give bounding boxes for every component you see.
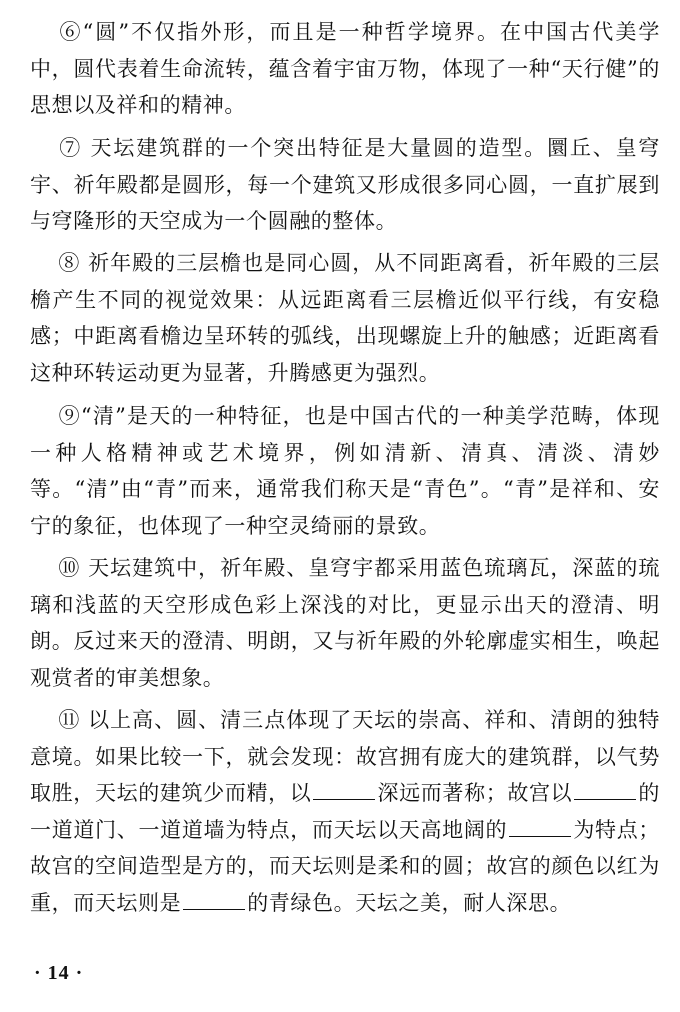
paragraph-9 — [30, 398, 660, 544]
paragraph-11-text-2: 深远而著称；故宫以 — [377, 781, 573, 805]
fill-in-blank-2[interactable] — [574, 781, 636, 800]
paragraph-7 — [30, 130, 660, 240]
paragraph-8 — [30, 245, 660, 391]
paragraph-7-text: ⑦ 天坛建筑群的一个突出特征是大量圆的造型。圜丘、皇穹宇、祈年殿都是圆形，每一个建筑又形成很多同心圆，一直扩展到与穹隆形的天空成为一个圆融的整体。 — [30, 136, 660, 233]
paragraph-6 — [30, 14, 660, 124]
paragraph-11-text-4: 为特点；故宫的空间造型是方的，而天坛则是柔和的圆；故宫的颜色以红为重，而天坛则是 — [30, 817, 661, 915]
fill-in-blank-4[interactable] — [183, 891, 245, 910]
paragraph-6-text: ⑥“圆”不仅指外形，而且是一种哲学境界。在中国古代美学中，圆代表着生命流转，蕴含着宇宙万物，体现了一种“天行健”的思想以及祥和的精神。 — [30, 20, 660, 117]
fill-in-blank-1[interactable] — [313, 781, 375, 800]
paragraph-11-text-1: ⑪ 以上高、圆、清三点体现了天坛的崇高、祥和、清朗的独特意境。如果比较一下，就会发现：故宫拥有庞大的建筑群，以气势取胜，天坛的建筑少而精，以 — [30, 708, 660, 805]
paragraph-11-text-3: 的一道道门、一道道墙为特点，而天坛以天高地阔的 — [30, 781, 660, 842]
paragraph-10 — [30, 550, 660, 696]
paragraph-11 — [30, 702, 660, 921]
paragraph-8-text: ⑧ 祈年殿的三层檐也是同心圆，从不同距离看，祈年殿的三层檐产生不同的视觉效果：从远距离看三层檐近似平行线，有安稳感；中距离看檐边呈环转的弧线，出现螺旋上升的触感；近距离看这种环转运动更为显著，升腾感更为强烈。 — [30, 251, 660, 385]
paragraph-11-text-5: 的青绿色。天坛之美，耐人深思。 — [247, 890, 572, 915]
page-number: · 14 · — [34, 962, 84, 984]
fill-in-blank-3[interactable] — [509, 818, 571, 837]
paragraph-9-text: ⑨“清”是天的一种特征，也是中国古代的一种美学范畴，体现一种人格精神或艺术境界，例如清新、清真、清淡、清妙等。“清”由“青”而来，通常我们称天是“青色”。“青”是祥和、安宁的象征，也体现了一种空灵绮丽的景致。 — [30, 404, 660, 538]
paragraph-10-text: ⑩ 天坛建筑中，祈年殿、皇穹宇都采用蓝色琉璃瓦，深蓝的琉璃和浅蓝的天空形成色彩上深浅的对比，更显示出天的澄清、明朗。反过来天的澄清、明朗，又与祈年殿的外轮廓虚实相生，唤起观赏者的审美想象。 — [30, 556, 660, 690]
